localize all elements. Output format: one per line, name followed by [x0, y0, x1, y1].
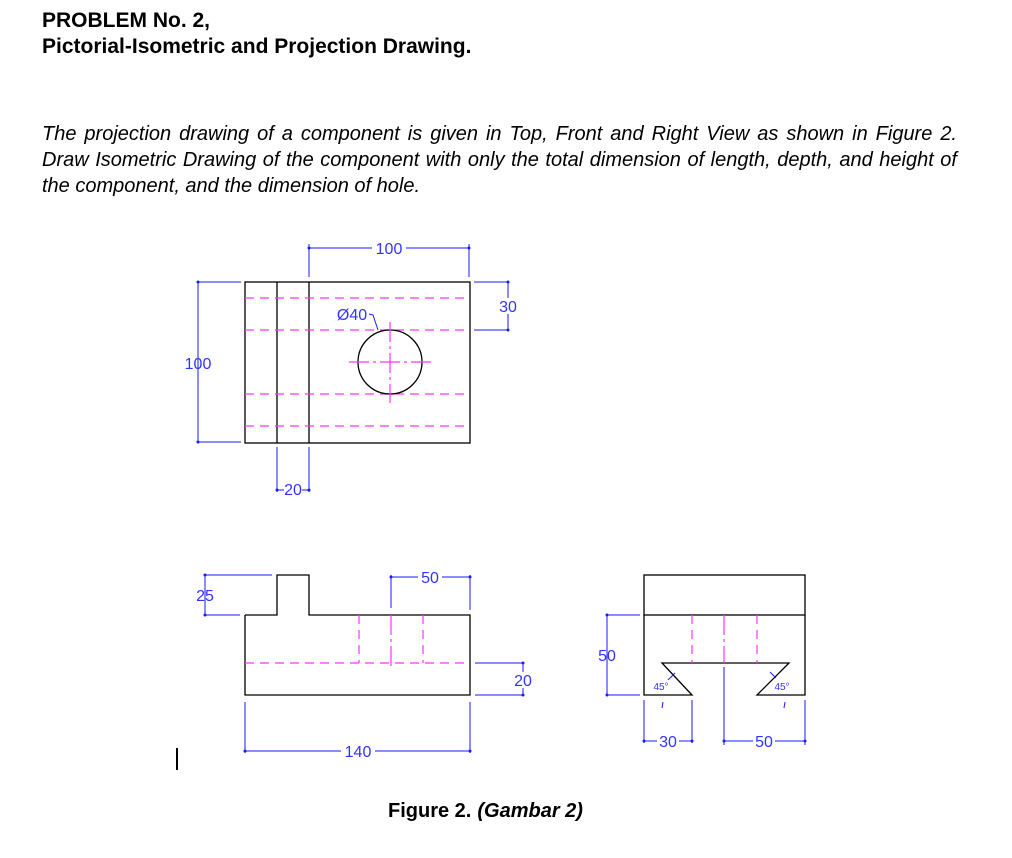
figure-caption-alt: (Gambar 2) — [477, 800, 583, 822]
dim-front-length: 140 — [344, 744, 372, 761]
text-cursor — [176, 748, 178, 770]
dim-hole-diameter: Ø40 — [336, 307, 368, 324]
figure-caption — [388, 800, 583, 823]
problem-number: PROBLEM No. 2, — [42, 9, 211, 32]
problem-subtitle: Pictorial-Isometric and Projection Drawing. — [42, 35, 472, 58]
front-view — [196, 569, 533, 761]
dim-top-depth: 100 — [184, 356, 212, 373]
dim-top-length: 100 — [375, 241, 403, 258]
dim-right-height: 50 — [598, 648, 616, 665]
angle-left: 45° — [653, 682, 669, 693]
dim-front-tab: 25 — [196, 588, 214, 605]
dim-front-hole-pos: 50 — [421, 570, 439, 587]
dim-front-base: 20 — [514, 673, 532, 690]
top-view — [185, 240, 518, 499]
dim-right-right: 50 — [755, 734, 773, 751]
dim-top-slot: 20 — [284, 482, 302, 499]
dim-top-offset: 30 — [499, 299, 517, 316]
dim-right-left: 30 — [659, 734, 677, 751]
right-view — [598, 575, 805, 751]
figure-caption-label: Figure 2. — [388, 800, 472, 822]
instructions-text: The projection drawing of a component is given in Top, Front and Right View as shown in Figure 2. Draw Isometric Drawing of the component with only the total dimension of length, depth, and height of the component, and the dimension of hole. — [42, 123, 957, 197]
angle-right: 45° — [774, 682, 790, 693]
